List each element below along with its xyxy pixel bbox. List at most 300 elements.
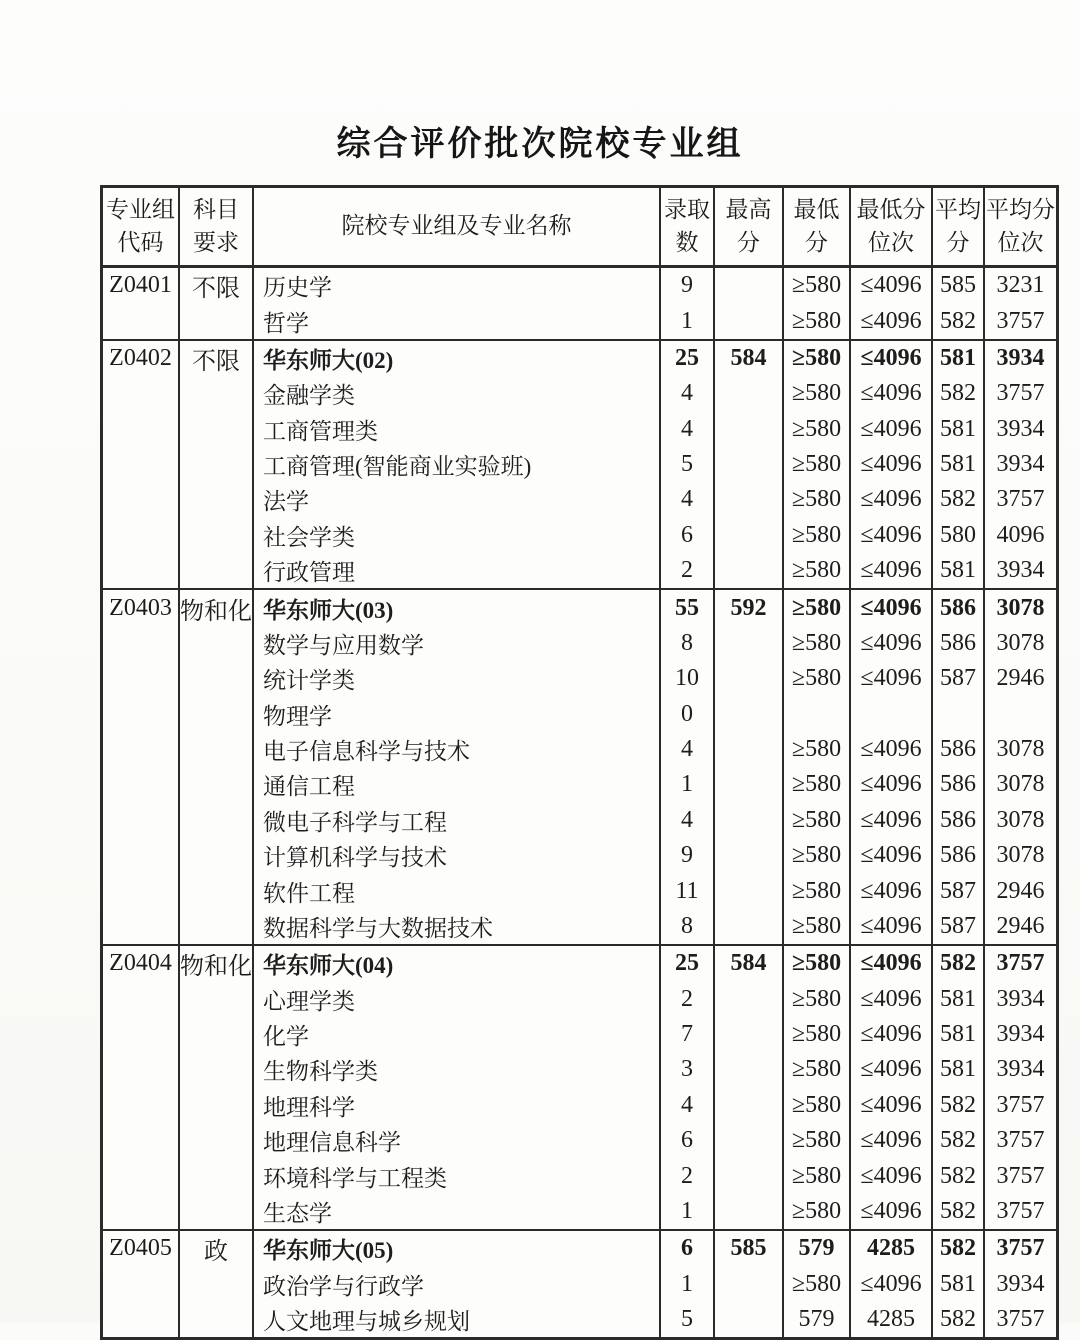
avg-score: 582	[940, 1306, 976, 1333]
admit-count-column	[661, 268, 715, 339]
table-section	[103, 946, 1056, 1231]
admit-count: 8	[681, 629, 693, 656]
avg-rank: 3934	[996, 344, 1045, 371]
header-max-score	[715, 188, 784, 265]
avg-rank: 3757	[996, 486, 1045, 513]
admit-count: 8	[681, 912, 693, 939]
subject-requirement-cell	[180, 590, 254, 944]
header-label: 平均	[935, 196, 981, 222]
admit-count: 10	[675, 665, 699, 692]
major-name: 华东师大(05)	[263, 1238, 394, 1264]
major-name: 软件工程	[263, 880, 355, 906]
major-name: 微电子科学与工程	[263, 809, 447, 835]
major-name: 社会学类	[263, 524, 355, 550]
subject-requirement-cell	[180, 341, 254, 589]
avg-rank: 3757	[996, 1235, 1045, 1262]
avg-rank: 3934	[996, 1021, 1045, 1048]
max-score	[715, 1267, 782, 1302]
group-code-cell	[103, 946, 180, 1229]
min-rank: ≤4096	[860, 806, 922, 833]
avg-rank: 3078	[996, 736, 1045, 763]
max-score	[715, 982, 782, 1017]
page-title: 综合评价批次院校专业组	[336, 126, 744, 163]
admit-count: 5	[681, 451, 693, 478]
min-score: ≥580	[791, 806, 842, 833]
min-score	[784, 697, 849, 732]
major-name: 法学	[263, 489, 309, 515]
min-rank: ≤4096	[860, 415, 922, 442]
min-score: ≥580	[791, 736, 842, 763]
avg-score: 582	[940, 307, 976, 334]
avg-score: 582	[940, 1197, 976, 1224]
avg-score: 587	[940, 877, 976, 904]
admit-count: 5	[681, 1306, 693, 1333]
min-rank-column	[851, 946, 933, 1229]
max-score: 592	[730, 594, 767, 621]
header-label: 分	[737, 229, 760, 255]
table-section	[103, 590, 1056, 946]
major-name: 数据科学与大数据技术	[263, 915, 493, 941]
header-label: 平均分	[986, 196, 1055, 222]
avg-rank: 3078	[996, 629, 1045, 656]
admit-count: 2	[681, 985, 693, 1012]
avg-score: 582	[940, 950, 976, 977]
avg-rank-column	[985, 341, 1056, 589]
admit-count: 6	[681, 1127, 693, 1154]
min-rank-column	[851, 590, 933, 944]
avg-rank: 3934	[996, 985, 1045, 1012]
major-name: 数学与应用数学	[263, 632, 424, 658]
admit-count: 7	[681, 1021, 693, 1048]
admit-count: 9	[681, 272, 693, 299]
major-name: 哲学	[263, 310, 309, 336]
avg-rank-column	[985, 1231, 1056, 1337]
subject-requirement: 物和化	[180, 598, 252, 625]
header-label: 院校专业组及专业名称	[341, 213, 572, 239]
avg-rank: 3934	[996, 1270, 1045, 1297]
admit-count: 0	[681, 700, 693, 727]
admit-count: 2	[681, 1162, 693, 1189]
header-major-name	[254, 188, 661, 265]
min-rank: 4285	[867, 1235, 915, 1262]
major-name: 环境科学与工程类	[263, 1165, 447, 1191]
avg-score	[933, 697, 983, 732]
subject-requirement-cell	[180, 1231, 254, 1337]
min-rank: ≤4096	[860, 451, 922, 478]
avg-rank: 3757	[996, 1197, 1045, 1224]
max-score	[715, 838, 782, 873]
header-label: 最高	[725, 196, 772, 222]
min-score: ≥580	[791, 557, 842, 584]
min-rank-column	[851, 1231, 933, 1337]
min-rank: ≤4096	[860, 272, 922, 299]
major-name: 心理学类	[263, 988, 355, 1014]
min-score-column	[784, 946, 851, 1229]
major-name: 人文地理与城乡规划	[263, 1309, 470, 1335]
header-label: 要求	[193, 229, 239, 255]
max-score	[715, 873, 782, 908]
header-label: 分	[946, 229, 970, 255]
max-score	[715, 268, 782, 303]
header-label: 专业组	[106, 196, 175, 222]
avg-rank: 3934	[996, 451, 1045, 478]
min-rank: ≤4096	[860, 1127, 922, 1154]
max-score	[715, 1017, 782, 1052]
avg-rank: 2946	[996, 877, 1045, 904]
avg-score-column	[933, 268, 985, 339]
min-score: ≥580	[791, 486, 842, 513]
header-label: 代码	[117, 229, 164, 255]
major-name: 化学	[263, 1024, 309, 1050]
admit-count: 2	[681, 557, 693, 584]
header-label: 位次	[997, 229, 1044, 255]
min-score: ≥580	[791, 842, 842, 869]
avg-score: 586	[940, 806, 976, 833]
header-label: 位次	[868, 229, 914, 255]
avg-rank: 3757	[996, 1306, 1045, 1333]
avg-score-column	[933, 590, 985, 944]
admit-count: 4	[681, 415, 693, 442]
subject-requirement: 不限	[192, 276, 240, 303]
admit-count: 6	[681, 521, 693, 548]
major-name: 地理科学	[263, 1094, 355, 1120]
avg-rank: 3078	[996, 594, 1045, 621]
min-score: ≥580	[791, 912, 842, 939]
group-code: Z0403	[109, 594, 172, 621]
admit-count: 1	[681, 1197, 693, 1224]
admit-count-column	[661, 946, 715, 1229]
max-score	[715, 447, 782, 482]
header-min-rank	[851, 188, 933, 265]
header-label: 科目	[193, 196, 239, 222]
avg-score: 582	[940, 1162, 976, 1189]
min-score: ≥580	[791, 307, 842, 334]
avg-score: 581	[940, 985, 976, 1012]
min-rank: ≤4096	[860, 1056, 922, 1083]
subject-requirement-cell	[180, 946, 254, 1229]
avg-rank-column	[985, 590, 1056, 944]
max-score	[715, 482, 782, 517]
header-admit-count	[661, 188, 715, 265]
max-score	[715, 803, 782, 838]
avg-score: 581	[940, 451, 976, 478]
max-score: 585	[730, 1235, 767, 1262]
table-section	[103, 341, 1056, 591]
avg-rank: 3757	[996, 307, 1045, 334]
admit-count: 3	[681, 1056, 693, 1083]
min-rank: ≤4096	[860, 1091, 922, 1118]
subject-requirement: 物和化	[180, 954, 252, 981]
avg-rank: 4096	[996, 521, 1045, 548]
major-name: 政治学与行政学	[263, 1273, 424, 1299]
min-score: ≥580	[791, 272, 842, 299]
major-name: 历史学	[263, 275, 332, 301]
min-score: ≥580	[791, 771, 842, 798]
min-score: ≥580	[791, 1197, 842, 1224]
min-rank: ≤4096	[860, 771, 922, 798]
avg-score: 586	[940, 629, 976, 656]
group-code: Z0401	[109, 272, 172, 299]
avg-score: 582	[940, 1091, 976, 1118]
max-score-column	[715, 341, 784, 589]
header-avg-score	[933, 188, 985, 265]
avg-rank-column	[985, 268, 1056, 339]
admit-count: 4	[681, 736, 693, 763]
header-group-code	[103, 188, 180, 265]
min-rank: ≤4096	[860, 1021, 922, 1048]
header-label: 分	[805, 229, 828, 255]
subject-requirement: 政	[204, 1239, 228, 1266]
max-score-column	[715, 1231, 784, 1337]
header-avg-rank	[985, 188, 1056, 265]
min-score: ≥580	[791, 665, 842, 692]
avg-score: 581	[940, 415, 976, 442]
major-name-column	[254, 946, 661, 1229]
max-score	[715, 553, 782, 588]
avg-score: 582	[940, 1127, 976, 1154]
avg-score: 587	[940, 665, 976, 692]
header-label: 录取	[664, 196, 710, 222]
max-score	[715, 1052, 782, 1087]
min-score: ≥580	[791, 415, 842, 442]
avg-rank: 3078	[996, 842, 1045, 869]
avg-rank: 3231	[996, 272, 1045, 299]
min-rank: ≤4096	[860, 985, 922, 1012]
max-score-column	[715, 590, 784, 944]
max-score	[715, 732, 782, 767]
min-rank: ≤4096	[860, 912, 922, 939]
max-score	[715, 1158, 782, 1193]
min-score-column	[784, 268, 851, 339]
header-subject-requirement	[180, 188, 254, 265]
avg-score: 585	[940, 272, 976, 299]
avg-rank: 2946	[996, 912, 1045, 939]
admit-count: 4	[681, 486, 693, 513]
avg-score: 586	[940, 842, 976, 869]
admit-count: 1	[681, 307, 693, 334]
admit-count-column	[661, 590, 715, 944]
admit-count: 9	[681, 842, 693, 869]
min-rank: ≤4096	[860, 665, 922, 692]
group-code: Z0404	[109, 950, 172, 977]
major-name-column	[254, 1231, 661, 1337]
avg-rank: 3078	[996, 771, 1045, 798]
max-score	[715, 661, 782, 696]
min-rank: ≤4096	[860, 557, 922, 584]
min-score-column	[784, 590, 851, 944]
max-score	[715, 626, 782, 661]
table-body	[103, 268, 1056, 1337]
admit-count: 1	[681, 771, 693, 798]
avg-score: 586	[940, 594, 976, 621]
major-name: 电子信息科学与技术	[263, 739, 470, 765]
admit-count: 25	[675, 950, 699, 977]
avg-rank: 3078	[996, 806, 1045, 833]
max-score	[715, 697, 782, 732]
major-name-column	[254, 341, 661, 589]
min-score: ≥580	[791, 985, 842, 1012]
header-label: 最低	[793, 196, 840, 222]
min-score: ≥580	[791, 1127, 842, 1154]
major-name: 计算机科学与技术	[263, 845, 447, 871]
admit-count: 4	[681, 806, 693, 833]
min-rank	[851, 697, 931, 732]
min-score: ≥580	[791, 1162, 842, 1189]
major-name: 统计学类	[263, 668, 355, 694]
major-name: 行政管理	[263, 560, 355, 586]
min-rank: ≤4096	[860, 1270, 922, 1297]
max-score	[715, 1088, 782, 1123]
min-score: ≥580	[791, 451, 842, 478]
max-score-column	[715, 946, 784, 1229]
avg-rank: 3757	[996, 950, 1045, 977]
min-score: ≥580	[791, 1056, 842, 1083]
min-rank: ≤4096	[860, 1162, 922, 1189]
avg-score: 582	[940, 1235, 976, 1262]
group-code: Z0402	[109, 344, 172, 371]
avg-score-column	[933, 1231, 985, 1337]
avg-score: 582	[940, 380, 976, 407]
min-rank: 4285	[867, 1306, 915, 1333]
min-rank: ≤4096	[860, 877, 922, 904]
min-rank: ≤4096	[860, 1197, 922, 1224]
avg-score: 581	[940, 1056, 976, 1083]
admit-count: 55	[675, 594, 699, 621]
avg-rank: 3757	[996, 1091, 1045, 1118]
min-score: ≥580	[791, 594, 842, 621]
avg-rank-column	[985, 946, 1056, 1229]
admit-count: 6	[681, 1235, 693, 1262]
min-rank: ≤4096	[860, 344, 922, 371]
subject-requirement-cell	[180, 268, 254, 339]
group-code-cell	[103, 1231, 180, 1337]
min-score: 579	[798, 1235, 835, 1262]
major-name: 工商管理(智能商业实验班)	[263, 454, 532, 480]
avg-rank: 3934	[996, 415, 1045, 442]
min-rank: ≤4096	[860, 736, 922, 763]
group-code-cell	[103, 268, 180, 339]
min-rank: ≤4096	[860, 629, 922, 656]
major-name: 工商管理类	[263, 418, 378, 444]
major-name: 金融学类	[263, 383, 355, 409]
min-score: ≥580	[791, 1091, 842, 1118]
avg-score-column	[933, 341, 985, 589]
min-score: ≥580	[791, 629, 842, 656]
max-score-column	[715, 268, 784, 339]
max-score	[715, 909, 782, 944]
max-score	[715, 518, 782, 553]
min-score: ≥580	[791, 1270, 842, 1297]
avg-rank	[985, 697, 1056, 732]
avg-rank: 3757	[996, 1162, 1045, 1189]
major-name: 物理学	[263, 703, 332, 729]
major-name: 通信工程	[263, 774, 355, 800]
admit-count: 25	[675, 344, 699, 371]
table-section	[103, 1231, 1056, 1337]
avg-score: 581	[940, 1270, 976, 1297]
max-score	[715, 1123, 782, 1158]
major-name: 生态学	[263, 1200, 332, 1226]
avg-rank: 2946	[996, 665, 1045, 692]
admit-count: 1	[681, 1270, 693, 1297]
group-code: Z0405	[109, 1235, 172, 1262]
major-name: 华东师大(04)	[263, 953, 394, 979]
min-score: ≥580	[791, 521, 842, 548]
max-score	[715, 1194, 782, 1229]
avg-score: 582	[940, 486, 976, 513]
max-score: 584	[730, 344, 767, 371]
avg-rank: 3757	[996, 1127, 1045, 1154]
max-score	[715, 303, 782, 338]
avg-rank: 3757	[996, 380, 1045, 407]
avg-score: 581	[940, 557, 976, 584]
admit-count: 11	[675, 877, 699, 904]
min-rank: ≤4096	[860, 486, 922, 513]
admit-count-column	[661, 1231, 715, 1337]
min-score: ≥580	[791, 950, 842, 977]
max-score	[715, 376, 782, 411]
max-score	[715, 767, 782, 802]
admit-count: 4	[681, 1091, 693, 1118]
header-label: 数	[675, 229, 699, 255]
min-score: 579	[798, 1306, 835, 1333]
min-rank: ≤4096	[860, 842, 922, 869]
major-name-column	[254, 590, 661, 944]
major-name: 生物科学类	[263, 1059, 378, 1085]
major-name: 地理信息科学	[263, 1130, 401, 1156]
avg-score-column	[933, 946, 985, 1229]
major-name-column	[254, 268, 661, 339]
max-score	[715, 412, 782, 447]
min-rank-column	[851, 268, 933, 339]
subject-requirement: 不限	[192, 348, 240, 375]
avg-score: 586	[940, 736, 976, 763]
min-score-column	[784, 1231, 851, 1337]
admit-count-column	[661, 341, 715, 589]
major-name: 华东师大(03)	[263, 597, 394, 623]
min-score: ≥580	[791, 1021, 842, 1048]
group-code-cell	[103, 590, 180, 944]
admit-count: 4	[681, 380, 693, 407]
header-min-score	[784, 188, 851, 265]
min-rank: ≤4096	[860, 950, 922, 977]
avg-rank: 3934	[996, 1056, 1045, 1083]
min-rank: ≤4096	[860, 594, 922, 621]
major-name: 华东师大(02)	[263, 347, 394, 373]
min-score: ≥580	[791, 380, 842, 407]
avg-score: 586	[940, 771, 976, 798]
min-score: ≥580	[791, 344, 842, 371]
min-score: ≥580	[791, 877, 842, 904]
min-score-column	[784, 341, 851, 589]
max-score	[715, 1302, 782, 1337]
admissions-table	[100, 185, 1059, 1340]
group-code-cell	[103, 341, 180, 589]
avg-score: 580	[940, 521, 976, 548]
header-label: 最低分	[856, 196, 926, 222]
avg-score: 587	[940, 912, 976, 939]
min-rank: ≤4096	[860, 380, 922, 407]
table-section	[103, 268, 1056, 341]
avg-score: 581	[940, 1021, 976, 1048]
avg-rank: 3934	[996, 557, 1045, 584]
max-score: 584	[730, 950, 767, 977]
table-header-row	[103, 188, 1056, 268]
min-rank: ≤4096	[860, 521, 922, 548]
avg-score: 581	[940, 344, 976, 371]
min-rank-column	[851, 341, 933, 589]
min-rank: ≤4096	[860, 307, 922, 334]
